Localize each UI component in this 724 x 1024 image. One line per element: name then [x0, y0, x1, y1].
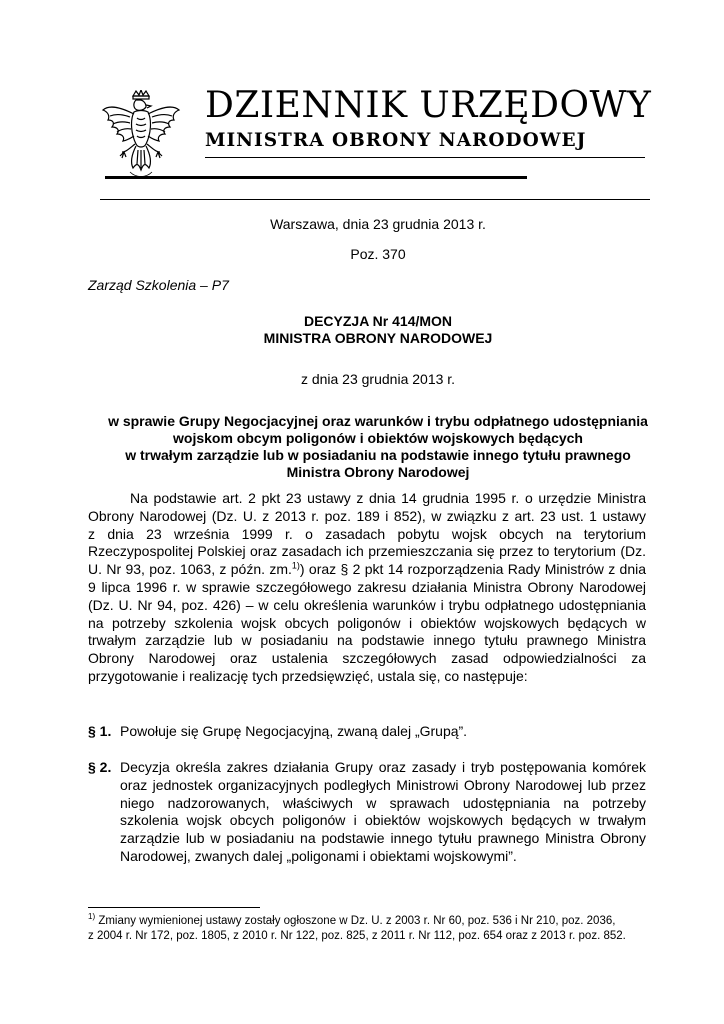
issuing-unit: Zarząd Szkolenia – P7: [88, 277, 229, 293]
header-rule-thin: [205, 157, 645, 158]
preamble-line: przygotowanie i realizację tych przedsięwzięć, ustala się, co następuje:: [88, 667, 528, 684]
preamble-line: z dnia 23 września 1999 r. o zasadach pobytu wojsk obcych na terytorium: [88, 525, 646, 542]
preamble-line: na potrzeby szkolenia wojsk obcych poligonów i obiektów wojskowych będących w: [88, 614, 646, 631]
preamble-line: Obrony Narodowej (Dz. U. z 2013 r. poz. 189 i 852), w związku z art. 23 ust. 1 ustawy: [88, 507, 646, 524]
paragraph-line: Powołuje się Grupę Negocjacyjną, zwaną dalej „Grupą”.: [120, 723, 468, 739]
footnote-marker: 1): [88, 912, 96, 922]
subject-line: w trwałym zarządzie lub w posiadaniu na podstawie innego tytułu prawnego: [125, 447, 631, 463]
footnote: [88, 914, 668, 944]
preamble-line: 9 lipca 1996 r. w sprawie szczegółowego zakresu działania Ministra Obrony Narodowej: [88, 578, 646, 595]
preamble-line: trwałym zarządzie lub w posiadaniu na podstawie innego tytułu prawnego Ministra: [88, 632, 646, 649]
place-date: Warszawa, dnia 23 grudnia 2013 r.: [270, 216, 486, 232]
subject-line: w sprawie Grupy Negocjacyjnej oraz warunków i trybu odpłatnego udostępniania: [108, 413, 648, 429]
header-rule-thick: [105, 176, 527, 179]
decision-issuer: MINISTRA OBRONY NARODOWEJ: [263, 330, 493, 346]
paragraph-line: szkolenia wojsk obcych poligonów i obiektów wojskowych będących w trwałym: [120, 812, 646, 829]
paragraph-2-body: [120, 759, 646, 866]
subject-line: Ministra Obrony Narodowej: [286, 464, 470, 480]
preamble-line-with-footnote: U. Nr 93, poz. 1063, z późn. zm.$^{1)}$) oraz § 2 pkt 14 rozporządzenia Rady Ministrów z dnia: [88, 560, 647, 578]
paragraph-line: niego nadzorowanych, właściwych w sprawach udostępniania na potrzeby: [120, 794, 646, 811]
footnote-line: $^{1)}$ Zmiany wymienionej ustawy zostały ogłoszone w Dz. U. z 2003 r. Nr 60, poz. 536 i Nr 210, poz. 2036,: [88, 912, 616, 927]
preamble-line: Na podstawie art. 2 pkt 23 ustawy z dnia 14 grudnia 1995 r. o urzędzie Ministra: [130, 490, 646, 506]
decision-subject: [88, 413, 668, 481]
footnote-separator: [88, 907, 260, 908]
paragraph-line: zarządzie lub w posiadaniu na podstawie innego tytułu prawnego Ministra Obrony: [120, 830, 646, 847]
decision-number: DECYZJA Nr 414/MON: [303, 313, 453, 329]
preamble: [88, 490, 646, 686]
journal-subtitle: MINISTRA OBRONY NARODOWEJ: [205, 130, 587, 151]
decision-date: z dnia 23 grudnia 2013 r.: [300, 371, 456, 387]
paragraph-2-label: § 2.: [88, 759, 112, 775]
preamble-line: Obrony Narodowej oraz ustalenia szczegółowych zasad odpowiedzialności za: [88, 650, 646, 667]
subject-line: wojskom obcym poligonów i obiektów wojskowych będących: [173, 430, 583, 446]
paragraph-1-body: [120, 723, 646, 741]
paragraph-line: oraz jednostek organizacyjnych podległych Ministrowi Obrony Narodowej lub przez: [120, 776, 646, 793]
preamble-line: Rzeczypospolitej Polskiej oraz zasadach ich przemieszczania się przez to terytorium (Dz.: [88, 543, 646, 560]
paragraph-1-label: § 1.: [88, 723, 112, 739]
paragraph-line: Decyzja określa zakres działania Grupy oraz zasady i tryb postępowania komórek: [120, 759, 646, 775]
polish-eagle-icon: [100, 90, 182, 186]
paragraph-line: Narodowej, zwanych dalej „poligonami i obiektami wojskowymi”.: [120, 847, 517, 864]
journal-title: DZIENNIK URZĘDOWY: [205, 85, 652, 126]
footnote-reference: 1): [291, 560, 300, 571]
header-rule-wide: [100, 199, 650, 200]
preamble-line: (Dz. U. Nr 94, poz. 426) – w celu określenia warunków i trybu odpłatnego udostępniania: [88, 596, 646, 613]
position-number: Poz. 370: [350, 246, 406, 262]
footnote-line: z 2004 r. Nr 172, poz. 1805, z 2010 r. Nr 122, poz. 825, z 2011 r. Nr 112, poz. 654 oraz z 2013 r. poz. 852.: [88, 930, 626, 942]
